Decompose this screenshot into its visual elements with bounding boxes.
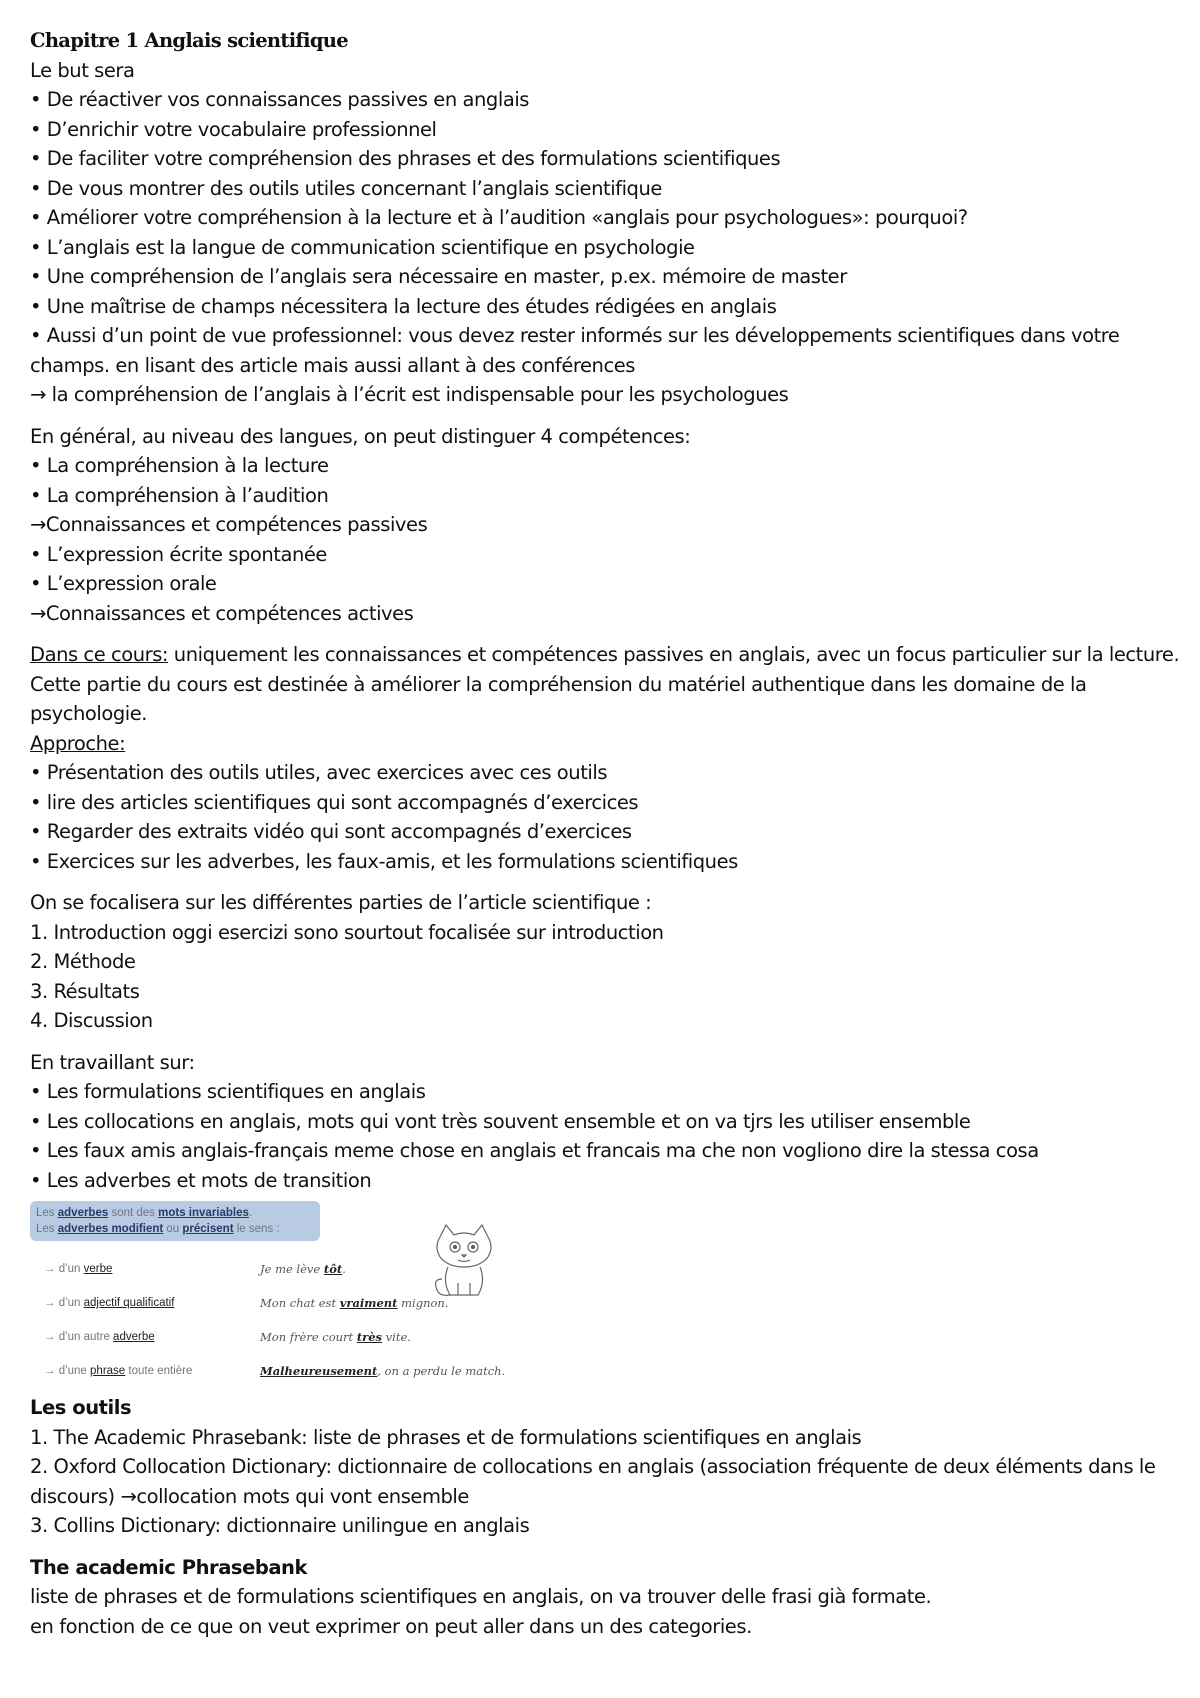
goal-item: • L’anglais est la langue de communication scientifique en psychologie <box>30 235 695 259</box>
phrasebank-line: en fonction de ce que on veut exprimer on peut aller dans un des categories. <box>30 1614 752 1638</box>
adverbe-example-row: → d’un adjectif qualificatif Mon chat est vraiment mignon. <box>44 1296 449 1310</box>
competence-item: →Connaissances et compétences actives <box>30 601 414 625</box>
partie-item: 3. Résultats <box>30 979 140 1003</box>
cours-label: Dans ce cours: <box>30 643 169 666</box>
outil-item: 1. The Academic Phrasebank: liste de phrases et de formulations scientifiques en anglais <box>30 1425 862 1449</box>
outil-item: 2. Oxford Collocation Dictionary: dictionnaire de collocations en anglais (association fréquente de deux éléments dans le discours) →collocation mots qui vont ensemble <box>30 1455 1156 1508</box>
approche-item: • Regarder des extraits vidéo qui sont accompagnés d’exercices <box>30 820 632 843</box>
cours-text: uniquement les connaissances et compétences passives en anglais, avec un focus particulier sur la lecture. Cette partie du cours est destinée à améliorer la compréhension du matériel authentique dans les domaine de la psychologie. <box>30 643 1180 725</box>
goal-item: • D’enrichir votre vocabulaire professionnel <box>30 117 437 141</box>
goal-item: • De faciliter votre compréhension des phrases et des formulations scientifiques <box>30 147 781 170</box>
parties-intro: On se focalisera sur les différentes parties de l’article scientifique : <box>30 891 652 914</box>
goal-item: • Une maîtrise de champs nécessitera la lecture des études rédigées en anglais <box>30 294 777 318</box>
adverbe-example-row: → d’un verbe Je me lève tôt. <box>44 1262 346 1276</box>
phrasebank-section <box>30 1553 1180 1642</box>
approche-section <box>30 729 1180 877</box>
goal-item: • De réactiver vos connaissances passives en anglais <box>30 88 529 111</box>
adverbes-banner: Les adverbes sont des mots invariables. Les adverbes modifient ou précisent le sens : <box>30 1201 320 1241</box>
travail-intro: En travaillant sur: <box>30 1050 195 1074</box>
goal-item: • De vous montrer des outils utiles concernant l’anglais scientifique <box>30 176 662 200</box>
travail-item: • Les collocations en anglais, mots qui vont très souvent ensemble et on va tjrs les utiliser ensemble <box>30 1109 971 1133</box>
goal-item: • Aussi d’un point de vue professionnel: vous devez rester informés sur les développements scientifiques dans votre champs. en lisant des article mais aussi allant à des conférences <box>30 324 1120 377</box>
adverbes-figure <box>30 1201 540 1387</box>
travail-item: • Les faux amis anglais-français meme chose en anglais et francais ma che non vogliono dire la stessa cosa <box>30 1139 1039 1162</box>
competences-section <box>30 422 1180 629</box>
travail-item: • Les formulations scientifiques en anglais <box>30 1080 426 1103</box>
goal-conclusion: → la compréhension de l’anglais à l’écrit est indispensable pour les psychologues <box>30 383 789 406</box>
parties-section <box>30 888 1180 1036</box>
partie-item: 4. Discussion <box>30 1009 153 1032</box>
outils-section <box>30 1393 1180 1541</box>
page-title: Chapitre 1 Anglais scientifique <box>30 29 348 52</box>
phrasebank-heading: The academic Phrasebank <box>30 1555 308 1579</box>
travail-item: • Les adverbes et mots de transition <box>30 1168 372 1192</box>
approche-item: • Exercices sur les adverbes, les faux-amis, et les formulations scientifiques <box>30 849 738 873</box>
goal-item: • Améliorer votre compréhension à la lecture et à l’audition «anglais pour psychologues»: pourquoi? <box>30 206 968 229</box>
approche-label: Approche: <box>30 731 126 755</box>
competence-item: • L’expression écrite spontanée <box>30 542 327 566</box>
partie-item: 1. Introduction oggi esercizi sono sourtout focalisée sur introduction <box>30 920 664 944</box>
phrasebank-line: liste de phrases et de formulations scientifiques en anglais, on va trouver delle frasi già formate. <box>30 1585 932 1608</box>
competences-intro: En général, au niveau des langues, on peut distinguer 4 compétences: <box>30 424 691 448</box>
partie-item: 2. Méthode <box>30 950 136 973</box>
cours-paragraph <box>30 640 1180 729</box>
competence-item: • La compréhension à la lecture <box>30 454 329 477</box>
competence-item: • L’expression orale <box>30 572 217 595</box>
cat-drawing-icon <box>428 1223 500 1303</box>
adverbe-example-row: → d’une phrase toute entière Malheureusement, on a perdu le match. <box>44 1364 506 1378</box>
goals-list <box>30 85 1180 410</box>
outils-heading: Les outils <box>30 1396 132 1419</box>
approche-item: • lire des articles scientifiques qui sont accompagnés d’exercices <box>30 790 639 814</box>
document-page <box>30 26 1180 1641</box>
competence-item: • La compréhension à l’audition <box>30 483 329 507</box>
adverbe-example-row: → d’un autre adverbe Mon frère court très vite. <box>44 1330 411 1344</box>
goal-item: • Une compréhension de l’anglais sera nécessaire en master, p.ex. mémoire de master <box>30 265 847 288</box>
approche-item: • Présentation des outils utiles, avec exercices avec ces outils <box>30 761 608 784</box>
outil-item: 3. Collins Dictionary: dictionnaire unilingue en anglais <box>30 1514 530 1537</box>
competence-item: →Connaissances et compétences passives <box>30 513 428 536</box>
travail-section <box>30 1048 1180 1196</box>
intro-text: Le but sera <box>30 58 135 82</box>
